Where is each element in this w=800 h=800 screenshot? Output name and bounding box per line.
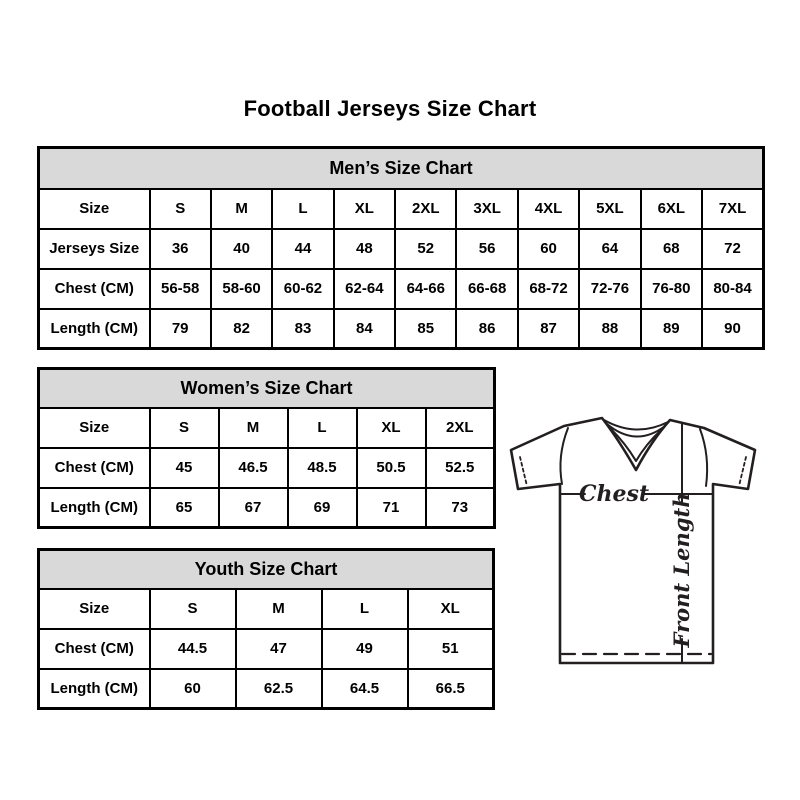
table-row: [39, 309, 764, 349]
value-cell: 2XL: [395, 189, 456, 229]
value-cell: 72: [702, 229, 763, 269]
table-row: [39, 629, 494, 669]
value-cell: XL: [334, 189, 395, 229]
value-cell: 56: [456, 229, 517, 269]
value-cell: 87: [518, 309, 579, 349]
value-cell: 67: [219, 488, 288, 528]
row-header-cell: Jerseys Size: [39, 229, 150, 269]
value-cell: 79: [150, 309, 211, 349]
youth-size-table: [37, 548, 495, 710]
value-cell: 86: [456, 309, 517, 349]
value-cell: 64.5: [322, 669, 408, 709]
value-cell: 80-84: [702, 269, 763, 309]
table-row: [39, 589, 494, 629]
mens-size-table: [37, 146, 765, 350]
table-title-row: [39, 550, 494, 589]
value-cell: 71: [357, 488, 426, 528]
value-cell: 84: [334, 309, 395, 349]
table-row: [39, 189, 764, 229]
value-cell: 73: [426, 488, 495, 528]
value-cell: 58-60: [211, 269, 272, 309]
value-cell: M: [219, 408, 288, 448]
value-cell: 44.5: [150, 629, 236, 669]
value-cell: 66-68: [456, 269, 517, 309]
value-cell: 68-72: [518, 269, 579, 309]
table-row: [39, 448, 495, 488]
row-header-cell: Chest (CM): [39, 448, 150, 488]
value-cell: 72-76: [579, 269, 640, 309]
value-cell: 52: [395, 229, 456, 269]
page-title: Football Jerseys Size Chart: [243, 96, 537, 121]
value-cell: 88: [579, 309, 640, 349]
value-cell: 60: [518, 229, 579, 269]
table-row: [39, 669, 494, 709]
value-cell: 66.5: [408, 669, 494, 709]
value-cell: S: [150, 189, 211, 229]
value-cell: 50.5: [357, 448, 426, 488]
value-cell: 47: [236, 629, 322, 669]
womens-size-table: [37, 367, 496, 529]
value-cell: XL: [408, 589, 494, 629]
row-header-cell: Size: [39, 189, 150, 229]
youth-table-title: Youth Size Chart: [39, 550, 494, 589]
value-cell: 68: [641, 229, 702, 269]
table-title-row: [39, 369, 495, 408]
table-row: [39, 229, 764, 269]
value-cell: 40: [211, 229, 272, 269]
chest-label: Chest: [578, 481, 650, 507]
value-cell: 69: [288, 488, 357, 528]
row-header-cell: Chest (CM): [39, 269, 150, 309]
value-cell: M: [236, 589, 322, 629]
value-cell: 2XL: [426, 408, 495, 448]
value-cell: 7XL: [702, 189, 763, 229]
jersey-measurement-diagram: [498, 398, 768, 673]
value-cell: 48: [334, 229, 395, 269]
value-cell: S: [150, 408, 219, 448]
value-cell: 62.5: [236, 669, 322, 709]
value-cell: 62-64: [334, 269, 395, 309]
value-cell: S: [150, 589, 236, 629]
value-cell: 49: [322, 629, 408, 669]
value-cell: 64: [579, 229, 640, 269]
value-cell: 51: [408, 629, 494, 669]
value-cell: 85: [395, 309, 456, 349]
table-row: [39, 488, 495, 528]
value-cell: 64-66: [395, 269, 456, 309]
value-cell: 56-58: [150, 269, 211, 309]
value-cell: 89: [641, 309, 702, 349]
table-row: [39, 269, 764, 309]
row-header-cell: Length (CM): [39, 309, 150, 349]
value-cell: L: [322, 589, 408, 629]
value-cell: L: [272, 189, 333, 229]
row-header-cell: Length (CM): [39, 669, 150, 709]
value-cell: 60: [150, 669, 236, 709]
row-header-cell: Length (CM): [39, 488, 150, 528]
table-title-row: [39, 148, 764, 189]
jersey-diagram-svg: [498, 398, 768, 673]
value-cell: 52.5: [426, 448, 495, 488]
value-cell: 5XL: [579, 189, 640, 229]
value-cell: 48.5: [288, 448, 357, 488]
value-cell: 44: [272, 229, 333, 269]
value-cell: 4XL: [518, 189, 579, 229]
value-cell: 65: [150, 488, 219, 528]
value-cell: 46.5: [219, 448, 288, 488]
value-cell: M: [211, 189, 272, 229]
value-cell: 3XL: [456, 189, 517, 229]
front-length-label: Front Length: [669, 492, 694, 648]
row-header-cell: Size: [39, 408, 150, 448]
value-cell: 36: [150, 229, 211, 269]
value-cell: 82: [211, 309, 272, 349]
value-cell: 83: [272, 309, 333, 349]
value-cell: XL: [357, 408, 426, 448]
row-header-cell: Chest (CM): [39, 629, 150, 669]
womens-table-title: Women’s Size Chart: [39, 369, 495, 408]
value-cell: 45: [150, 448, 219, 488]
row-header-cell: Size: [39, 589, 150, 629]
mens-table-title: Men’s Size Chart: [39, 148, 764, 189]
value-cell: 90: [702, 309, 763, 349]
value-cell: 76-80: [641, 269, 702, 309]
value-cell: 60-62: [272, 269, 333, 309]
value-cell: L: [288, 408, 357, 448]
value-cell: 6XL: [641, 189, 702, 229]
table-row: [39, 408, 495, 448]
